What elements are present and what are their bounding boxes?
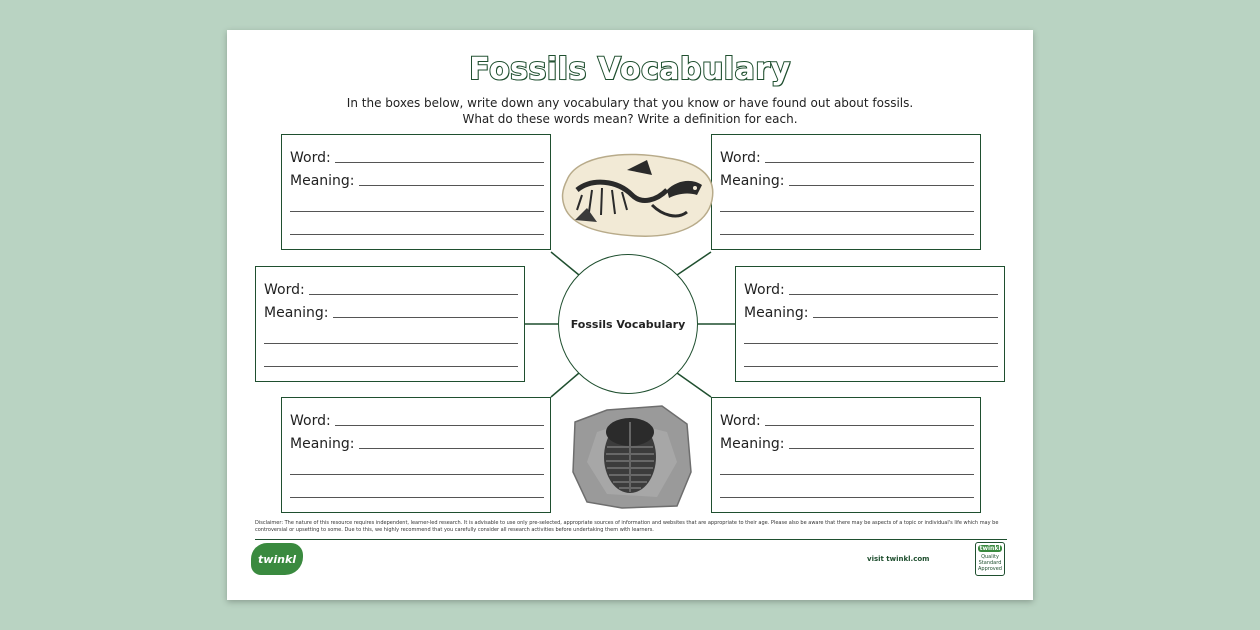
vocab-box-bottom-right[interactable] (711, 397, 981, 513)
visit-link[interactable]: visit twinkl.com (867, 555, 930, 563)
word-label: Word: (290, 413, 331, 429)
footer-divider (255, 539, 1007, 540)
word-line[interactable] (335, 425, 544, 426)
page-title: Fossils Vocabulary (469, 52, 791, 87)
meaning-line[interactable] (720, 475, 974, 498)
vocab-box-top-left[interactable] (281, 134, 551, 250)
word-line[interactable] (789, 294, 998, 295)
center-label: Fossils Vocabulary (570, 317, 686, 331)
instructions-line-2: What do these words mean? Write a definition for each. (462, 112, 798, 126)
vocab-box-top-right[interactable] (711, 134, 981, 250)
word-label: Word: (744, 282, 785, 298)
meaning-label: Meaning: (720, 436, 785, 452)
word-line[interactable] (765, 425, 974, 426)
vocab-box-bottom-left[interactable] (281, 397, 551, 513)
fish-fossil-image (557, 150, 719, 242)
disclaimer-text: Disclaimer: The nature of this resource requires independent, learner-led research. It is advisable to use only pre-selected, appropriate sources of information and websites that are appropriate to their age. Please also be aware that there may be aspects of a topic or individual's life which may be controversial or upsetting to some. Due to this, we highly recommend that you carefully consider all research activities before undertaking them with learners. (255, 520, 999, 533)
meaning-line[interactable] (744, 321, 998, 344)
trilobite-fossil-image (567, 402, 697, 512)
meaning-line[interactable] (720, 452, 974, 475)
word-label: Word: (290, 150, 331, 166)
meaning-line[interactable] (290, 452, 544, 475)
word-line[interactable] (309, 294, 518, 295)
word-label: Word: (720, 413, 761, 429)
quality-badge (975, 542, 1005, 576)
meaning-line[interactable] (789, 448, 974, 449)
meaning-label: Meaning: (290, 173, 355, 189)
meaning-label: Meaning: (720, 173, 785, 189)
meaning-label: Meaning: (264, 305, 329, 321)
meaning-line[interactable] (264, 321, 518, 344)
badge-title: twinkl (979, 545, 1001, 552)
meaning-line[interactable] (290, 189, 544, 212)
meaning-line[interactable] (290, 212, 544, 235)
center-circle (558, 254, 698, 394)
meaning-line[interactable] (359, 185, 544, 186)
meaning-line[interactable] (789, 185, 974, 186)
meaning-line[interactable] (720, 189, 974, 212)
meaning-line[interactable] (333, 317, 518, 318)
meaning-line[interactable] (744, 344, 998, 367)
worksheet-page (227, 30, 1033, 600)
word-label: Word: (720, 150, 761, 166)
badge-text: Quality Standard Approved (978, 554, 1002, 572)
instructions-line-1: In the boxes below, write down any vocabulary that you know or have found out about fossils. (346, 96, 914, 110)
word-line[interactable] (335, 162, 544, 163)
twinkl-logo[interactable] (251, 543, 303, 575)
vocab-box-middle-left[interactable] (255, 266, 525, 382)
word-label: Word: (264, 282, 305, 298)
meaning-label: Meaning: (744, 305, 809, 321)
meaning-line[interactable] (290, 475, 544, 498)
meaning-line[interactable] (359, 448, 544, 449)
meaning-line[interactable] (264, 344, 518, 367)
word-line[interactable] (765, 162, 974, 163)
meaning-line[interactable] (813, 317, 998, 318)
vocab-box-middle-right[interactable] (735, 266, 1005, 382)
meaning-label: Meaning: (290, 436, 355, 452)
meaning-line[interactable] (720, 212, 974, 235)
logo-text: twinkl (257, 552, 297, 566)
